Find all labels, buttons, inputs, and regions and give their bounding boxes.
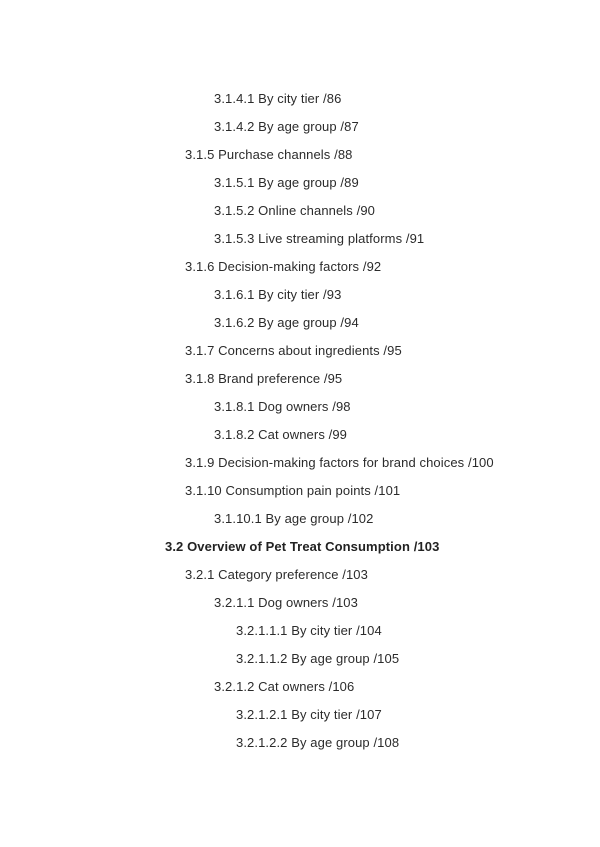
- toc-entry-3-2-1-1-1[interactable]: 3.2.1.1.1 By city tier /104: [236, 623, 382, 638]
- toc-entry-3-1-7[interactable]: 3.1.7 Concerns about ingredients /95: [185, 343, 402, 358]
- toc-entry-3-1-4-2[interactable]: 3.1.4.2 By age group /87: [214, 119, 359, 134]
- toc-entry-3-1-6[interactable]: 3.1.6 Decision-making factors /92: [185, 259, 382, 274]
- toc-entry-3-1-6-1[interactable]: 3.1.6.1 By city tier /93: [214, 287, 342, 302]
- toc-entry-3-1-6-2[interactable]: 3.1.6.2 By age group /94: [214, 315, 359, 330]
- toc-entry-3-1-5-1[interactable]: 3.1.5.1 By age group /89: [214, 175, 359, 190]
- toc-entry-3-2-1-2-1[interactable]: 3.2.1.2.1 By city tier /107: [236, 707, 382, 722]
- toc-entry-3-1-8-2[interactable]: 3.1.8.2 Cat owners /99: [214, 427, 347, 442]
- toc-entry-3-2-1-1-2[interactable]: 3.2.1.1.2 By age group /105: [236, 651, 400, 666]
- toc-entry-3-1-5-3[interactable]: 3.1.5.3 Live streaming platforms /91: [214, 231, 425, 246]
- toc-entry-3-1-5[interactable]: 3.1.5 Purchase channels /88: [185, 147, 353, 162]
- toc-entry-3-2-1[interactable]: 3.2.1 Category preference /103: [185, 567, 368, 582]
- table-of-contents: [0, 89, 600, 761]
- toc-entry-3-1-9[interactable]: 3.1.9 Decision-making factors for brand choices /100: [185, 455, 494, 470]
- toc-section-heading-3-2[interactable]: 3.2 Overview of Pet Treat Consumption /103: [165, 539, 440, 554]
- toc-entry-3-1-10[interactable]: 3.1.10 Consumption pain points /101: [185, 483, 401, 498]
- toc-entry-3-1-8-1[interactable]: 3.1.8.1 Dog owners /98: [214, 399, 351, 414]
- toc-entry-3-1-8[interactable]: 3.1.8 Brand preference /95: [185, 371, 343, 386]
- toc-entry-3-2-1-1[interactable]: 3.2.1.1 Dog owners /103: [214, 595, 358, 610]
- toc-entry-3-1-10-1[interactable]: 3.1.10.1 By age group /102: [214, 511, 374, 526]
- toc-entry-3-1-4-1[interactable]: 3.1.4.1 By city tier /86: [214, 91, 342, 106]
- toc-entry-3-1-5-2[interactable]: 3.1.5.2 Online channels /90: [214, 203, 375, 218]
- toc-entry-3-2-1-2-2[interactable]: 3.2.1.2.2 By age group /108: [236, 735, 400, 750]
- toc-entry-3-2-1-2[interactable]: 3.2.1.2 Cat owners /106: [214, 679, 355, 694]
